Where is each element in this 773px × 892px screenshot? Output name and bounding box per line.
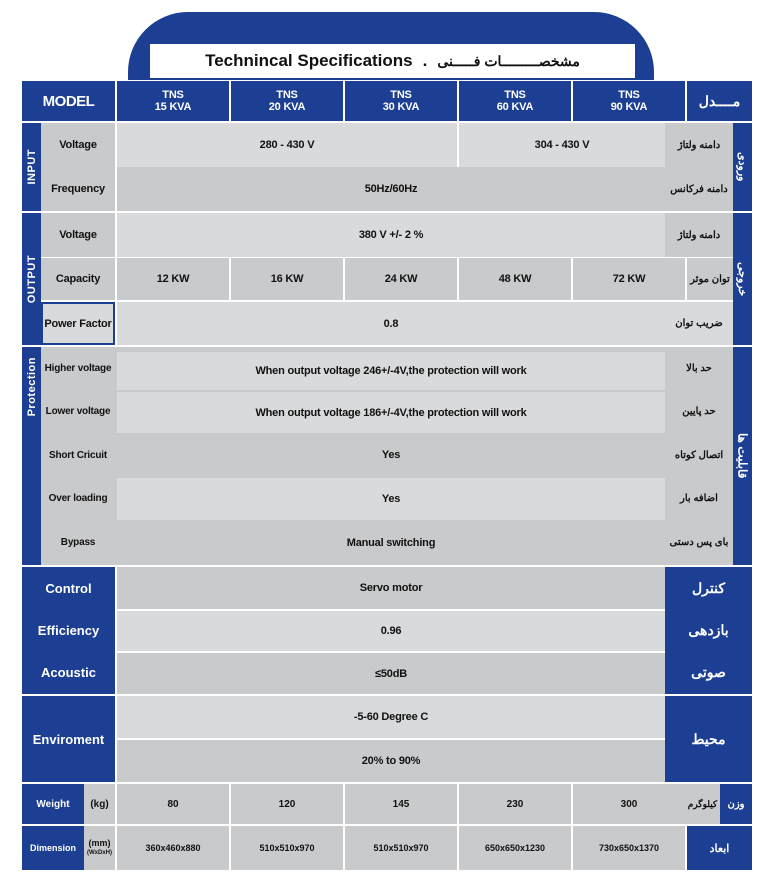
capacity-20kva: 16 KW xyxy=(231,258,343,300)
bypass-label-fa: بای پس دستی xyxy=(665,520,733,565)
title-fa: مشخصـــــــــات فـــــنی xyxy=(437,52,580,69)
acoustic-label: Acoustic xyxy=(41,665,96,680)
output-capacity-label-fa: توان موثر xyxy=(687,258,733,300)
weight-unit: (kg) xyxy=(84,784,115,824)
weight-90kva: 300 xyxy=(573,784,685,824)
dimension-90kva: 730x650x1370 xyxy=(573,826,685,870)
output-voltage-label-fa: دامنه ولتاژ xyxy=(665,213,733,257)
weight-30kva: 145 xyxy=(345,784,457,824)
input-section-label: INPUT xyxy=(22,123,41,211)
overloading-label: Over loading xyxy=(41,476,115,520)
power-factor-label-fa: ضریب توان xyxy=(665,302,733,345)
weight-15kva: 80 xyxy=(117,784,229,824)
dimension-label: Dimension xyxy=(22,826,84,870)
control-label: Control xyxy=(45,580,92,596)
weight-60kva: 230 xyxy=(459,784,571,824)
model-20kva: TNS 20 KVA xyxy=(231,81,343,121)
dimension-label-fa: ابعاد xyxy=(687,826,752,870)
environment-label: Enviroment xyxy=(22,696,115,782)
environment-humidity: 20% to 90% xyxy=(117,740,665,782)
environment-temperature: -5-60 Degree C xyxy=(117,696,665,738)
efficiency-value: 0.96 xyxy=(117,611,665,651)
model-label-fa: مــــدل xyxy=(687,81,752,121)
power-factor-label: Power Factor xyxy=(41,302,115,345)
acoustic-value: ≤50dB xyxy=(117,653,665,694)
model-60kva: TNS 60 KVA xyxy=(459,81,571,121)
output-voltage-label: Voltage xyxy=(41,213,115,257)
efficiency-label: Efficiency xyxy=(37,622,100,638)
weight-20kva: 120 xyxy=(231,784,343,824)
environment-label-fa: محیط xyxy=(665,696,752,782)
bypass-value: Manual switching xyxy=(117,520,665,565)
output-capacity-label: Capacity xyxy=(41,258,115,300)
input-frequency-value: 50Hz/60Hz xyxy=(117,167,665,211)
short-circuit-label-fa: اتصال کوتاه xyxy=(665,434,733,476)
power-factor-value: 0.8 xyxy=(117,302,665,345)
dimension-15kva: 360x460x880 xyxy=(117,826,229,870)
input-voltage-label-fa: دامنه ولتاژ xyxy=(665,123,733,167)
input-voltage-value-b: 304 - 430 V xyxy=(459,123,665,167)
input-voltage-label: Voltage xyxy=(41,123,115,167)
control-value: Servo motor xyxy=(117,567,665,609)
model-30kva: TNS 30 KVA xyxy=(345,81,457,121)
model-90kva: TNS 90 KVA xyxy=(573,81,685,121)
dimension-unit: (mm) (WxDxH) xyxy=(84,826,115,870)
model-15kva: TNS 15 KVA xyxy=(117,81,229,121)
title-en: Technincal Specifications xyxy=(205,51,413,70)
output-voltage-value: 380 V +/- 2 % xyxy=(117,213,665,257)
input-section-label-fa: ورودی xyxy=(733,123,752,211)
output-section-label: OUTPUT xyxy=(22,213,41,345)
higher-voltage-label: Higher voltage xyxy=(41,347,115,390)
dimension-30kva: 510x510x970 xyxy=(345,826,457,870)
input-frequency-label-fa: دامنه فرکانس xyxy=(665,167,733,211)
input-frequency-label: Frequency xyxy=(41,167,115,211)
capacity-60kva: 48 KW xyxy=(459,258,571,300)
protection-section-label-fa: قابلیت ها xyxy=(733,347,752,565)
higher-voltage-label-fa: حد بالا xyxy=(665,347,733,390)
short-circuit-label: Short Cricuit xyxy=(41,434,115,476)
dimension-20kva: 510x510x970 xyxy=(231,826,343,870)
acoustic-label-fa: صوتی xyxy=(691,664,726,680)
control-label-fa: کنترل xyxy=(691,579,725,596)
title-separator: . xyxy=(422,51,428,70)
overloading-label-fa: اضافه بار xyxy=(665,476,733,520)
weight-unit-fa: کیلوگرم xyxy=(685,784,720,824)
capacity-15kva: 12 KW xyxy=(117,258,229,300)
bypass-label: Bypass xyxy=(41,520,115,565)
capacity-90kva: 72 KW xyxy=(573,258,685,300)
higher-voltage-value: When output voltage 246+/-4V,the protection will work xyxy=(117,352,665,390)
dimension-60kva: 650x650x1230 xyxy=(459,826,571,870)
capacity-30kva: 24 KW xyxy=(345,258,457,300)
header-bar xyxy=(150,44,635,78)
lower-voltage-value: When output voltage 186+/-4V,the protection will work xyxy=(117,392,665,433)
protection-section-label: Protection xyxy=(22,347,41,565)
overloading-value: Yes xyxy=(117,478,665,520)
weight-label: Weight xyxy=(22,784,84,824)
short-circuit-value: Yes xyxy=(117,434,665,476)
model-label: MODEL xyxy=(22,81,115,121)
input-voltage-value-a: 280 - 430 V xyxy=(117,123,457,167)
efficiency-label-fa: بازدهی xyxy=(688,621,729,638)
lower-voltage-label-fa: حد پایین xyxy=(665,390,733,433)
output-section-label-fa: خروجی xyxy=(733,213,752,345)
weight-label-fa: وزن xyxy=(720,784,752,824)
lower-voltage-label: Lower voltage xyxy=(41,390,115,433)
